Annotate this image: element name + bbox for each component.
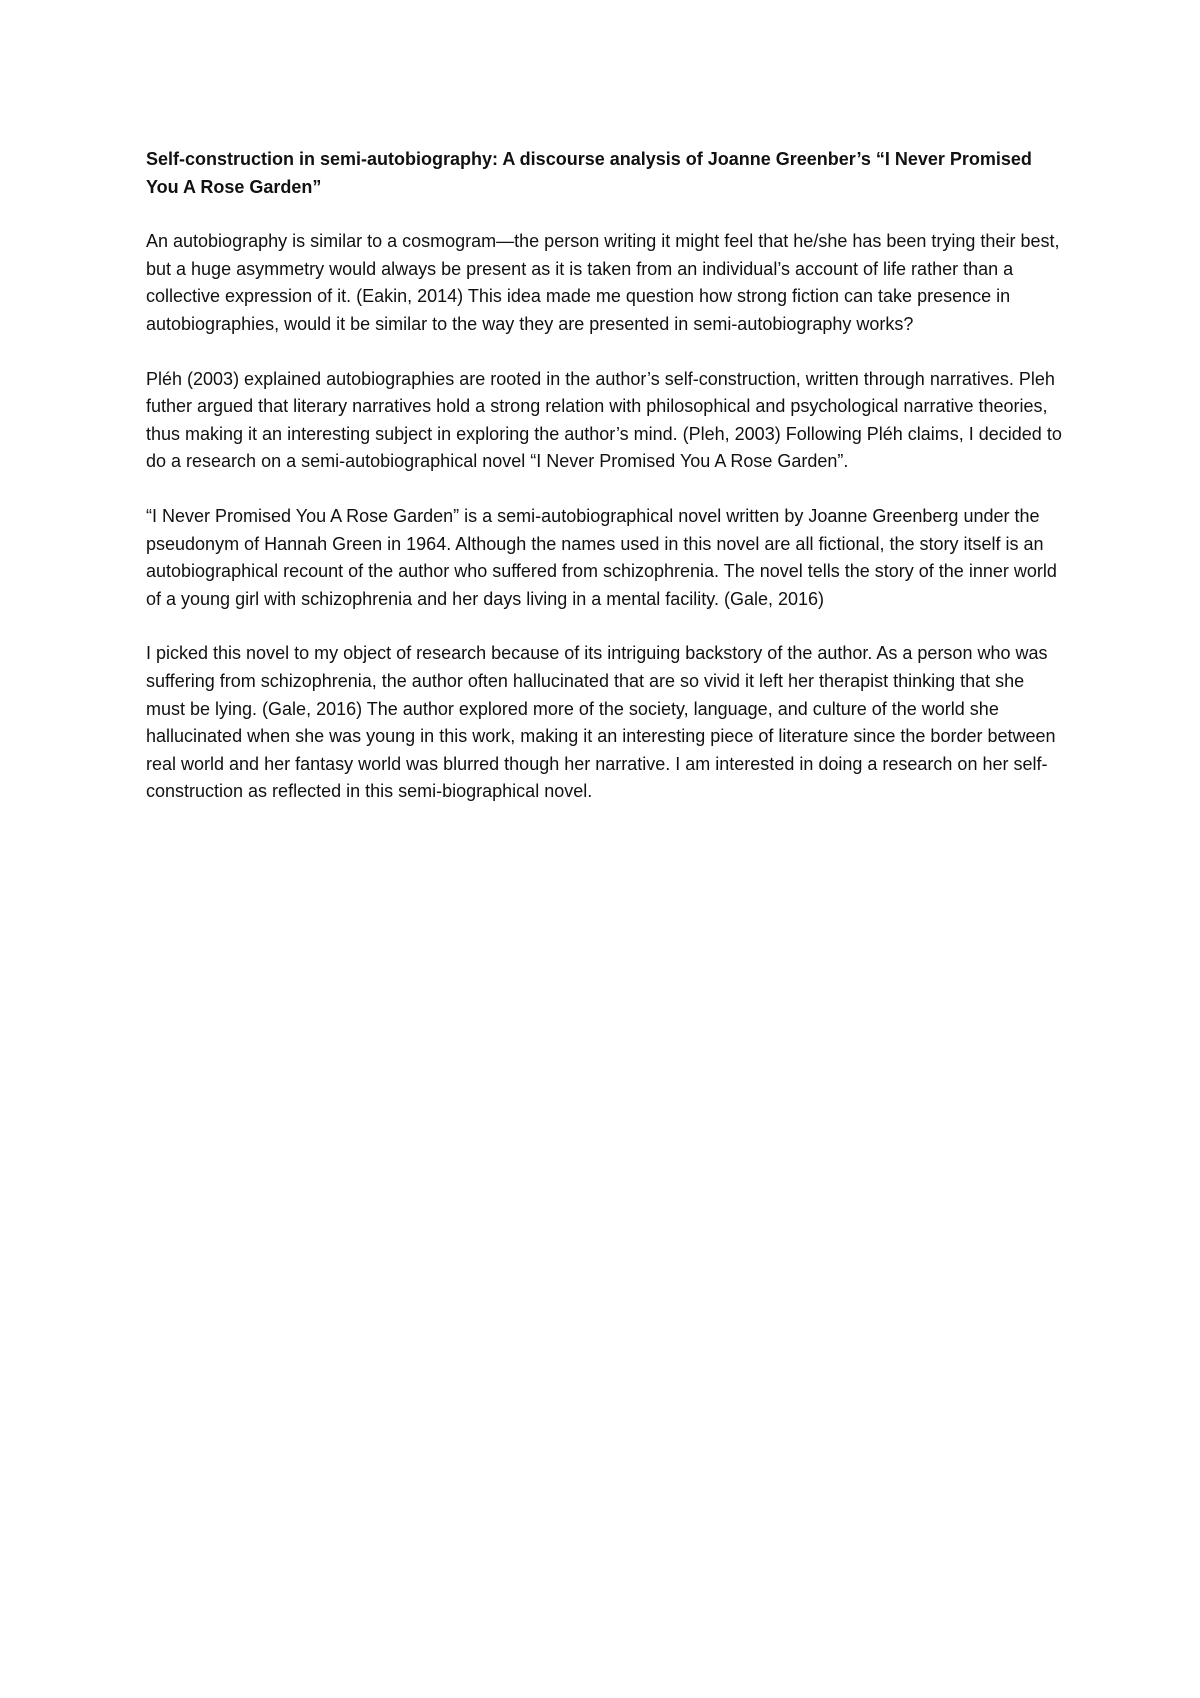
paragraph-3: “I Never Promised You A Rose Garden” is a semi-autobiographical novel written by Joanne Greenberg under the pseudonym of Hannah Green in 1964. Although the names used in this novel are all fictional, the story itself is an autobiographical recount of the author who suffered from schizophrenia. The novel tells the story of the inner world of a young girl with schizophrenia and her days living in a mental facility. (Gale, 2016) [146, 505, 1057, 609]
paragraph-1: An autobiography is similar to a cosmogram—the person writing it might feel that he/she has been trying their best, but a huge asymmetry would always be present as it is taken from an individual’s account of life rather than a collective expression of it. (Eakin, 2014) This idea made me question how strong fiction can take presence in autobiographies, would it be similar to the way they are presented in semi-autobiography works? [146, 231, 1060, 334]
paragraph-4: I picked this novel to my object of research because of its intriguing backstory of the author. As a person who was suffering from schizophrenia, the author often hallucinated that are so vivid it left her therapist thinking that she must be lying. (Gale, 2016) The author explored more of the society, language, and culture of the world she hallucinated when she was young in this work, making it an interesting piece of literature since the border between real world and her fantasy world was blurred though her narrative. I am interested in doing a research on her self-construction as reflected in this semi-biographical novel. [146, 643, 1056, 802]
document-title: Self-construction in semi-autobiography: A discourse analysis of Joanne Greenber’s “I Never Promised You A Rose Garden” [146, 149, 1032, 197]
document-body [146, 146, 1066, 833]
paragraph-2: Pléh (2003) explained autobiographies are rooted in the author’s self-construction, written through narratives. Pleh futher argued that literary narratives hold a strong relation with philosophical and psychological narrative theories, thus making it an interesting subject in exploring the author’s mind. (Pleh, 2003) Following Pléh claims, I decided to do a research on a semi-autobiographical novel “I Never Promised You A Rose Garden”. [146, 368, 1062, 472]
